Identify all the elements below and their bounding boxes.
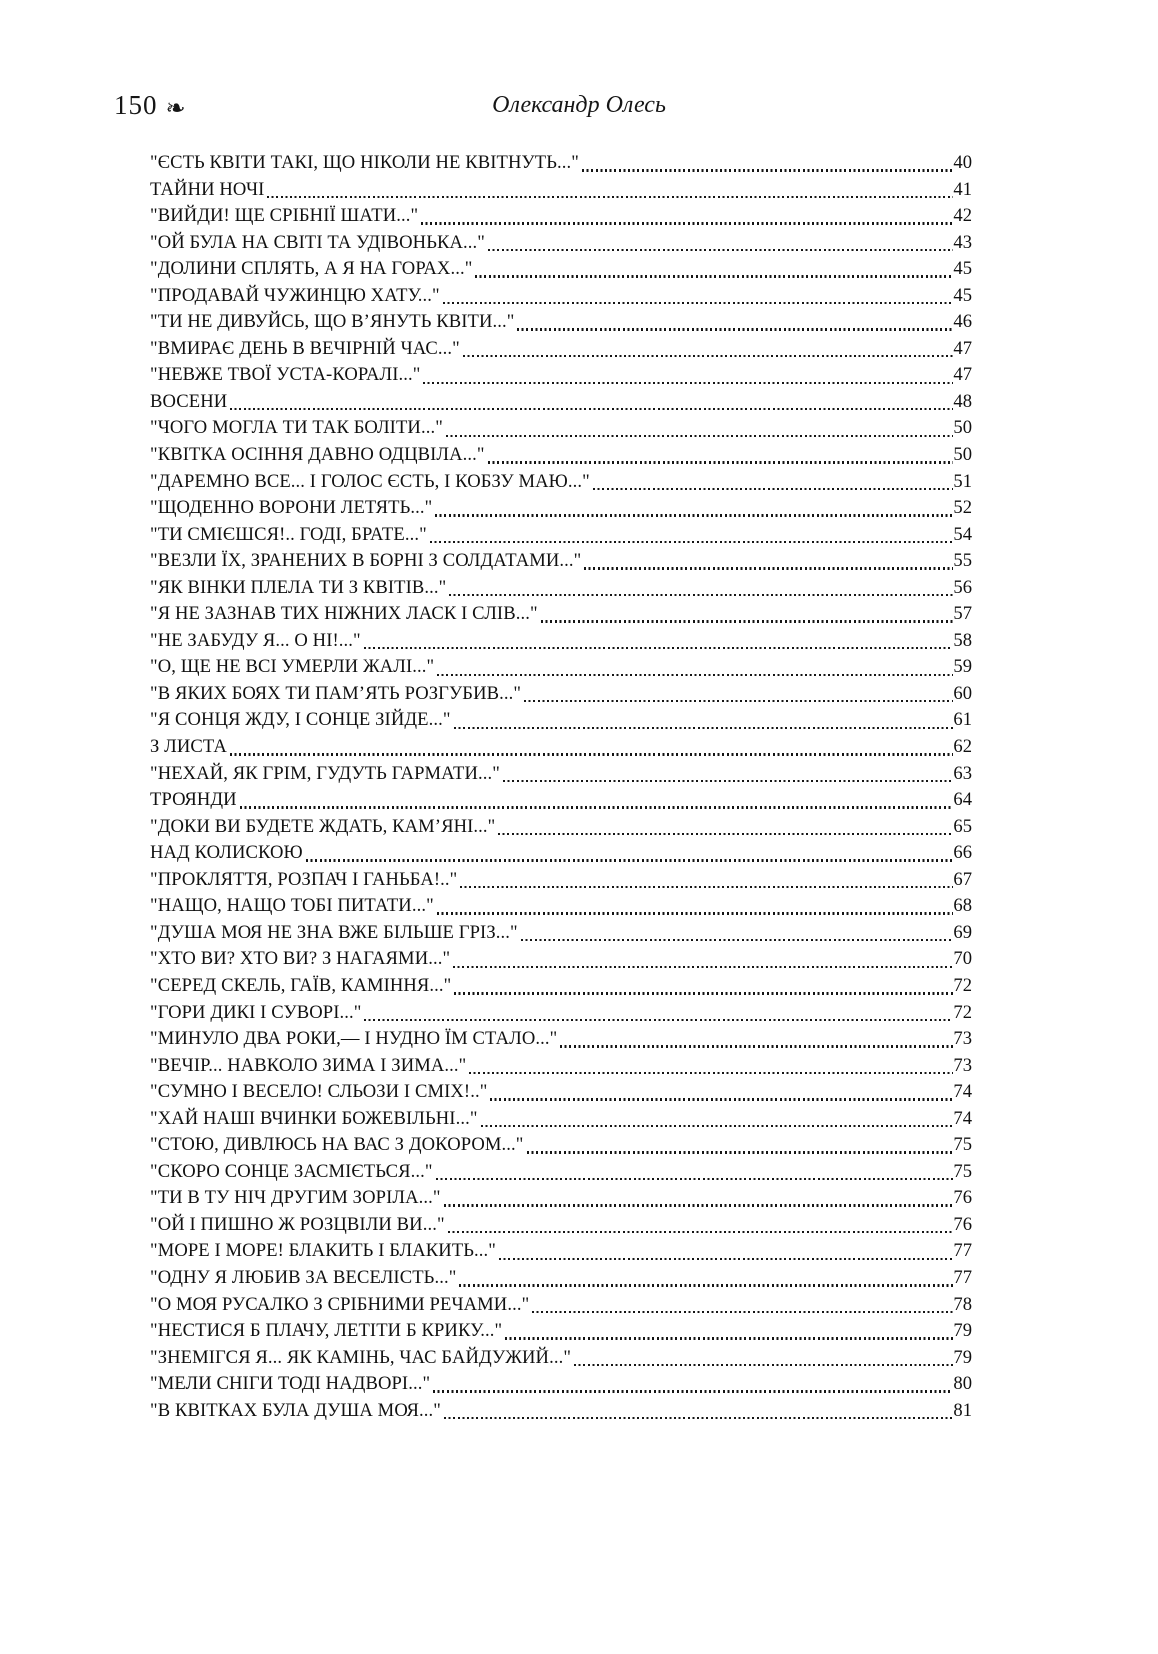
toc-entry-page: 75 bbox=[953, 1160, 972, 1182]
toc-entry-title: "СКОРО СОНЦЕ ЗАСМІЄТЬСЯ..." bbox=[150, 1160, 433, 1182]
toc-entry-title: "ЄСТЬ КВІТИ ТАКІ, ЩО НІКОЛИ НЕ КВІТНУТЬ..." bbox=[150, 152, 579, 173]
toc-entry-title: "ЩОДЕННО ВОРОНИ ЛЕТЯТЬ..." bbox=[150, 497, 433, 519]
toc-row bbox=[150, 362, 972, 389]
toc-dot-leader bbox=[574, 1364, 953, 1366]
toc-dot-leader bbox=[459, 1284, 953, 1286]
toc-row bbox=[150, 389, 972, 416]
toc-row bbox=[150, 230, 972, 257]
toc-dot-leader bbox=[498, 833, 953, 835]
toc-entry-title: "ТИ В ТУ НІЧ ДРУГИМ ЗОРІЛА..." bbox=[150, 1187, 441, 1209]
toc-entry-title: "ГОРИ ДИКІ І СУВОРІ..." bbox=[150, 1001, 362, 1023]
toc-entry-title: "МОРЕ І МОРЕ! БЛАКИТЬ І БЛАКИТЬ..." bbox=[150, 1240, 496, 1262]
toc-entry-title: "ВЕЧІР... НАВКОЛО ЗИМА І ЗИМА..." bbox=[150, 1054, 467, 1076]
toc-entry-page: 76 bbox=[953, 1187, 972, 1209]
toc-entry-title: "ДОКИ ВИ БУДЕТЕ ЖДАТЬ, КАМ’ЯНІ..." bbox=[150, 815, 496, 837]
toc-entry-page: 74 bbox=[953, 1081, 972, 1103]
toc-entry-title: "ТИ НЕ ДИВУЙСЬ, ЩО В’ЯНУТЬ КВІТИ..." bbox=[150, 311, 515, 333]
toc-entry-page: 63 bbox=[953, 762, 972, 784]
toc-entry-title: "ПРОДАВАЙ ЧУЖИНЦЮ ХАТУ..." bbox=[150, 284, 440, 306]
toc-row bbox=[150, 442, 972, 469]
toc-dot-leader bbox=[364, 1019, 953, 1021]
toc-row bbox=[150, 1292, 972, 1319]
toc-entry-page: 73 bbox=[953, 1028, 972, 1050]
toc-row bbox=[150, 469, 972, 496]
toc-entry-page: 64 bbox=[953, 789, 972, 811]
toc-dot-leader bbox=[541, 620, 954, 622]
fleuron-ornament-icon: ❧ bbox=[165, 96, 187, 122]
toc-entry-page: 42 bbox=[953, 205, 972, 227]
toc-entry-page: 81 bbox=[953, 1399, 972, 1421]
toc-entry-page: 74 bbox=[953, 1107, 972, 1129]
toc-entry-page: 50 bbox=[953, 444, 972, 466]
toc-entry-title: "О МОЯ РУСАЛКО З СРІБНИМИ РЕЧАМИ..." bbox=[150, 1293, 530, 1315]
toc-entry-page: 69 bbox=[953, 921, 972, 943]
toc-entry-page: 54 bbox=[953, 523, 972, 545]
toc-entry-title: "ЯК ВІНКИ ПЛЕЛА ТИ З КВІТІВ..." bbox=[150, 576, 447, 598]
toc-row bbox=[150, 336, 972, 363]
toc-entry-title: ТАЙНИ НОЧІ bbox=[150, 178, 265, 200]
toc-entry-title: "ВИЙДИ! ЩЕ СРІБНІЇ ШАТИ..." bbox=[150, 205, 419, 227]
toc-entry-title: "В ЯКИХ БОЯХ ТИ ПАМ’ЯТЬ РОЗГУБИВ..." bbox=[150, 682, 522, 704]
toc-row bbox=[150, 203, 972, 230]
toc-dot-leader bbox=[423, 382, 953, 384]
toc-entry-page: 72 bbox=[953, 1001, 972, 1023]
toc-row bbox=[150, 601, 972, 628]
toc-entry-page: 73 bbox=[953, 1054, 972, 1076]
toc-entry-page: 67 bbox=[953, 868, 972, 890]
toc-entry-page: 41 bbox=[953, 178, 972, 200]
toc-entry-page: 57 bbox=[953, 603, 972, 625]
toc-entry-page: 55 bbox=[953, 550, 972, 572]
toc-entry-page: 45 bbox=[953, 258, 972, 280]
toc-entry-title: "ЗНЕМІГСЯ Я... ЯК КАМІНЬ, ЧАС БАЙДУЖИЙ..." bbox=[150, 1346, 572, 1368]
toc-entry-page: 50 bbox=[953, 417, 972, 439]
toc-dot-leader bbox=[443, 302, 954, 304]
toc-dot-leader bbox=[527, 1151, 954, 1153]
toc-dot-leader bbox=[421, 222, 953, 224]
toc-entry-title: "ДУША МОЯ НЕ ЗНА ВЖЕ БІЛЬШЕ ГРІЗ..." bbox=[150, 921, 518, 943]
toc-dot-leader bbox=[582, 169, 953, 171]
toc-row bbox=[150, 707, 972, 734]
toc-entry-title: "ХТО ВИ? ХТО ВИ? З НАГАЯМИ..." bbox=[150, 948, 451, 970]
toc-entry-title: "НЕХАЙ, ЯК ГРІМ, ГУДУТЬ ГАРМАТИ..." bbox=[150, 762, 500, 784]
toc-row bbox=[150, 1053, 972, 1080]
toc-dot-leader bbox=[364, 647, 954, 649]
toc-dot-leader bbox=[446, 435, 954, 437]
toc-row bbox=[150, 628, 972, 655]
toc-entry-page: 45 bbox=[953, 284, 972, 306]
toc-entry-page: 59 bbox=[953, 656, 972, 678]
toc-row bbox=[150, 787, 972, 814]
toc-entry-title: "Я СОНЦЯ ЖДУ, І СОНЦЕ ЗІЙДЕ..." bbox=[150, 709, 451, 731]
toc-row bbox=[150, 893, 972, 920]
toc-entry-title: "ОЙ БУЛА НА СВІТІ ТА УДІВОНЬКА..." bbox=[150, 231, 485, 253]
toc-entry-title: "ОДНУ Я ЛЮБИВ ЗА ВЕСЕЛІСТЬ..." bbox=[150, 1266, 457, 1288]
toc-entry-page: 79 bbox=[953, 1320, 972, 1342]
toc-entry-title: "НАЩО, НАЩО ТОБІ ПИТАТИ..." bbox=[150, 895, 434, 917]
toc-row bbox=[150, 1345, 972, 1372]
toc-row bbox=[150, 1026, 972, 1053]
toc-dot-leader bbox=[475, 275, 953, 277]
toc-entry-title: "СЕРЕД СКЕЛЬ, ГАЇВ, КАМІННЯ..." bbox=[150, 974, 452, 996]
running-head bbox=[0, 88, 1158, 122]
toc-entry-page: 78 bbox=[953, 1293, 972, 1315]
toc-entry-title: "ВЕЗЛИ ЇХ, ЗРАНЕНИХ В БОРНІ З СОЛДАТАМИ..." bbox=[150, 550, 582, 572]
toc-dot-leader bbox=[230, 753, 953, 755]
toc-entry-page: 51 bbox=[953, 470, 972, 492]
toc-entry-page: 52 bbox=[953, 497, 972, 519]
toc-list bbox=[150, 150, 972, 1424]
toc-dot-leader bbox=[437, 912, 954, 914]
toc-entry-title: "МИНУЛО ДВА РОКИ,— І НУДНО ЇМ СТАЛО..." bbox=[150, 1028, 558, 1050]
toc-row bbox=[150, 920, 972, 947]
toc-row bbox=[150, 1159, 972, 1186]
toc-row bbox=[150, 177, 972, 204]
toc-dot-leader bbox=[435, 514, 953, 516]
toc-dot-leader bbox=[524, 700, 953, 702]
toc-dot-leader bbox=[481, 1125, 954, 1127]
toc-entry-page: 46 bbox=[953, 311, 972, 333]
toc-entry-title: "ВМИРАЄ ДЕНЬ В ВЕЧІРНІЙ ЧАС..." bbox=[150, 337, 460, 359]
toc-dot-leader bbox=[460, 886, 953, 888]
toc-entry-page: 60 bbox=[953, 682, 972, 704]
toc-entry-page: 47 bbox=[953, 337, 972, 359]
toc-entry-page: 70 bbox=[953, 948, 972, 970]
toc-entry-title: "НЕВЖЕ ТВОЇ УСТА-КОРАЛІ..." bbox=[150, 364, 421, 386]
toc-entry-page: 43 bbox=[953, 231, 972, 253]
toc-dot-leader bbox=[436, 1178, 954, 1180]
toc-row bbox=[150, 761, 972, 788]
toc-entry-page: 58 bbox=[953, 629, 972, 651]
toc-entry-title: "НЕ ЗАБУДУ Я... О НІ!..." bbox=[150, 629, 361, 651]
toc-entry-title: З ЛИСТА bbox=[150, 736, 227, 758]
toc-row bbox=[150, 1079, 972, 1106]
toc-row bbox=[150, 575, 972, 602]
toc-row bbox=[150, 840, 972, 867]
toc-dot-leader bbox=[453, 966, 953, 968]
toc-row bbox=[150, 814, 972, 841]
toc-row bbox=[150, 1238, 972, 1265]
toc-dot-leader bbox=[517, 328, 953, 330]
toc-entry-title: "ДАРЕМНО ВСЕ... І ГОЛОС ЄСТЬ, І КОБЗУ МАЮ..." bbox=[150, 470, 590, 492]
toc-row bbox=[150, 150, 972, 177]
toc-entry-page: 56 bbox=[953, 576, 972, 598]
toc-row bbox=[150, 309, 972, 336]
toc-dot-leader bbox=[490, 1098, 953, 1100]
toc-entry-title: "ПРОКЛЯТТЯ, РОЗПАЧ І ГАНЬБА!.." bbox=[150, 868, 458, 890]
toc-entry-title: НАД КОЛИСКОЮ bbox=[150, 842, 303, 864]
toc-dot-leader bbox=[469, 1072, 953, 1074]
toc-entry-title: "ДОЛИНИ СПЛЯТЬ, А Я НА ГОРАХ..." bbox=[150, 258, 473, 280]
toc-row bbox=[150, 1212, 972, 1239]
toc-row bbox=[150, 1000, 972, 1027]
toc-entry-page: 77 bbox=[953, 1240, 972, 1262]
toc-dot-leader bbox=[240, 806, 954, 808]
toc-row bbox=[150, 1318, 972, 1345]
toc-entry-title: "ТИ СМІЄШСЯ!.. ГОДІ, БРАТЕ..." bbox=[150, 523, 427, 545]
toc-dot-leader bbox=[532, 1311, 953, 1313]
toc-entry-title: ТРОЯНДИ bbox=[150, 789, 237, 811]
toc-dot-leader bbox=[306, 859, 954, 861]
toc-row bbox=[150, 867, 972, 894]
toc-row bbox=[150, 946, 972, 973]
toc-row bbox=[150, 1398, 972, 1425]
toc-dot-leader bbox=[560, 1045, 953, 1047]
toc-dot-leader bbox=[430, 541, 954, 543]
toc-dot-leader bbox=[454, 727, 954, 729]
toc-entry-page: 40 bbox=[953, 152, 972, 173]
toc-entry-page: 65 bbox=[953, 815, 972, 837]
toc-dot-leader bbox=[433, 1390, 953, 1392]
toc-entry-title: "ЧОГО МОГЛА ТИ ТАК БОЛІТИ..." bbox=[150, 417, 443, 439]
toc-dot-leader bbox=[503, 780, 953, 782]
page-number-value: 150 bbox=[114, 90, 158, 120]
toc-row bbox=[150, 654, 972, 681]
toc-entry-page: 76 bbox=[953, 1213, 972, 1235]
toc-dot-leader bbox=[437, 674, 953, 676]
toc-entry-page: 72 bbox=[953, 974, 972, 996]
toc-row bbox=[150, 548, 972, 575]
toc-row bbox=[150, 734, 972, 761]
toc-dot-leader bbox=[488, 461, 954, 463]
toc-entry-page: 75 bbox=[953, 1134, 972, 1156]
toc-dot-leader bbox=[505, 1337, 953, 1339]
toc-entry-title: "КВІТКА ОСІННЯ ДАВНО ОДЦВІЛА..." bbox=[150, 444, 485, 466]
toc-dot-leader bbox=[230, 408, 953, 410]
toc-entry-page: 80 bbox=[953, 1373, 972, 1395]
toc-row bbox=[150, 681, 972, 708]
toc-row bbox=[150, 1132, 972, 1159]
toc-row bbox=[150, 495, 972, 522]
toc-entry-title: "ХАЙ НАШІ ВЧИНКИ БОЖЕВІЛЬНІ..." bbox=[150, 1107, 478, 1129]
toc-entry-title: "НЕСТИСЯ Б ПЛАЧУ, ЛЕТІТИ Б КРИКУ..." bbox=[150, 1320, 503, 1342]
toc-row bbox=[150, 1371, 972, 1398]
toc-dot-leader bbox=[584, 567, 953, 569]
toc-dot-leader bbox=[454, 992, 953, 994]
toc-entry-title: "Я НЕ ЗАЗНАВ ТИХ НІЖНИХ ЛАСК І СЛІВ..." bbox=[150, 603, 538, 625]
toc-entry-page: 77 bbox=[953, 1266, 972, 1288]
toc-entry-page: 62 bbox=[953, 736, 972, 758]
toc-dot-leader bbox=[521, 939, 954, 941]
toc-entry-title: "МЕЛИ СНІГИ ТОДІ НАДВОРІ..." bbox=[150, 1373, 431, 1395]
toc-dot-leader bbox=[449, 594, 953, 596]
toc-dot-leader bbox=[488, 249, 953, 251]
toc-entry-page: 61 bbox=[953, 709, 972, 731]
toc-entry-page: 79 bbox=[953, 1346, 972, 1368]
toc-dot-leader bbox=[444, 1204, 954, 1206]
toc-entry-title: "СУМНО І ВЕСЕЛО! СЛЬОЗИ І СМІХ!.." bbox=[150, 1081, 488, 1103]
toc-entry-title: "В КВІТКАХ БУЛА ДУША МОЯ..." bbox=[150, 1399, 441, 1421]
toc-dot-leader bbox=[499, 1258, 953, 1260]
toc-entry-page: 66 bbox=[953, 842, 972, 864]
toc-dot-leader bbox=[463, 355, 954, 357]
toc-row bbox=[150, 283, 972, 310]
toc-entry-title: "СТОЮ, ДИВЛЮСЬ НА ВАС З ДОКОРОМ..." bbox=[150, 1134, 524, 1156]
toc-entry-title: ВОСЕНИ bbox=[150, 390, 228, 412]
toc-row bbox=[150, 522, 972, 549]
toc-row bbox=[150, 1265, 972, 1292]
toc-entry-page: 48 bbox=[953, 390, 972, 412]
toc-dot-leader bbox=[267, 196, 953, 198]
toc-entry-page: 47 bbox=[953, 364, 972, 386]
toc-row bbox=[150, 1185, 972, 1212]
toc-entry-page: 68 bbox=[953, 895, 972, 917]
toc-dot-leader bbox=[444, 1417, 953, 1419]
toc-entry-title: "ОЙ І ПИШНО Ж РОЗЦВІЛИ ВИ..." bbox=[150, 1213, 445, 1235]
toc-row bbox=[150, 1106, 972, 1133]
toc-entry-title: "О, ЩЕ НЕ ВСІ УМЕРЛИ ЖАЛІ..." bbox=[150, 656, 435, 678]
toc-row bbox=[150, 256, 972, 283]
running-head-author: Олександр Олесь bbox=[492, 92, 666, 118]
toc-row bbox=[150, 415, 972, 442]
toc-row bbox=[150, 973, 972, 1000]
toc-dot-leader bbox=[448, 1231, 954, 1233]
toc-dot-leader bbox=[593, 488, 954, 490]
